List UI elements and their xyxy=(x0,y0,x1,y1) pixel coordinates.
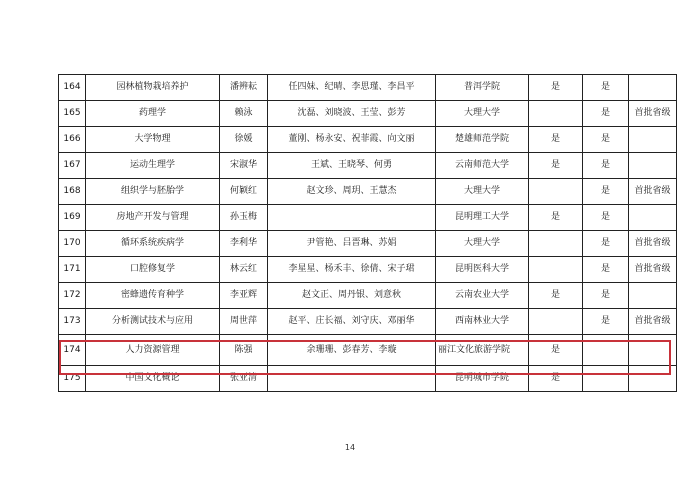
school-cell: 普洱学院 xyxy=(436,75,529,101)
level-cell xyxy=(629,366,677,392)
level-cell xyxy=(629,75,677,101)
leader-cell: 徐媛 xyxy=(220,127,268,153)
table-row xyxy=(59,366,677,392)
school-cell: 大理大学 xyxy=(436,231,529,257)
row-number-cell: 171 xyxy=(59,257,86,283)
level-cell xyxy=(629,127,677,153)
leader-cell: 何颖红 xyxy=(220,179,268,205)
row-number-cell: 165 xyxy=(59,101,86,127)
table-row xyxy=(59,309,677,335)
course-name-cell: 密蜂遗传育种学 xyxy=(86,283,220,309)
level-cell: 首批省级 xyxy=(629,101,677,127)
row-number-cell: 169 xyxy=(59,205,86,231)
members-cell: 余珊珊、彭春芳、李璇 xyxy=(268,335,436,366)
flag-cell-7: 是 xyxy=(583,231,629,257)
table-row xyxy=(59,127,677,153)
flag-cell-7 xyxy=(583,335,629,366)
flag-cell-6 xyxy=(529,257,583,283)
leader-cell: 李利华 xyxy=(220,231,268,257)
flag-cell-7: 是 xyxy=(583,257,629,283)
row-number-cell: 173 xyxy=(59,309,86,335)
flag-cell-6 xyxy=(529,309,583,335)
course-name-cell: 房地产开发与管理 xyxy=(86,205,220,231)
level-cell xyxy=(629,205,677,231)
flag-cell-7: 是 xyxy=(583,75,629,101)
row-number-cell: 166 xyxy=(59,127,86,153)
leader-cell: 周世萍 xyxy=(220,309,268,335)
row-number-cell: 168 xyxy=(59,179,86,205)
row-number-cell: 164 xyxy=(59,75,86,101)
flag-cell-7: 是 xyxy=(583,205,629,231)
flag-cell-7 xyxy=(583,366,629,392)
leader-cell: 张亚清 xyxy=(220,366,268,392)
flag-cell-7: 是 xyxy=(583,283,629,309)
members-cell xyxy=(268,366,436,392)
course-name-cell: 中国文化概论 xyxy=(86,366,220,392)
course-name-cell: 分析测试技术与应用 xyxy=(86,309,220,335)
flag-cell-7: 是 xyxy=(583,127,629,153)
leader-cell: 李亚辉 xyxy=(220,283,268,309)
members-cell: 赵文珍、周玥、王慧杰 xyxy=(268,179,436,205)
table-row xyxy=(59,231,677,257)
school-cell: 云南师范大学 xyxy=(436,153,529,179)
members-cell: 王斌、王晓琴、何勇 xyxy=(268,153,436,179)
members-cell: 李星星、杨禾丰、徐倩、宋子珺 xyxy=(268,257,436,283)
flag-cell-6 xyxy=(529,231,583,257)
flag-cell-6: 是 xyxy=(529,283,583,309)
flag-cell-7: 是 xyxy=(583,179,629,205)
page-number: 14 xyxy=(344,443,356,452)
course-name-cell: 大学物理 xyxy=(86,127,220,153)
flag-cell-6 xyxy=(529,179,583,205)
level-cell xyxy=(629,283,677,309)
level-cell: 首批省级 xyxy=(629,257,677,283)
members-cell xyxy=(268,205,436,231)
course-name-cell: 循环系统疾病学 xyxy=(86,231,220,257)
members-cell: 赵文正、周丹银、刘意秋 xyxy=(268,283,436,309)
table-row xyxy=(59,153,677,179)
level-cell xyxy=(629,153,677,179)
table-row xyxy=(59,335,677,366)
school-cell: 昆明理工大学 xyxy=(436,205,529,231)
leader-cell: 林云红 xyxy=(220,257,268,283)
school-cell: 西南林业大学 xyxy=(436,309,529,335)
school-cell: 丽江文化旅游学院 xyxy=(436,335,529,366)
members-cell: 尹管艳、吕晋琳、苏娟 xyxy=(268,231,436,257)
school-cell: 云南农业大学 xyxy=(436,283,529,309)
members-cell: 赵平、庄长福、刘守庆、邓丽华 xyxy=(268,309,436,335)
level-cell: 首批省级 xyxy=(629,309,677,335)
course-name-cell: 组织学与胚胎学 xyxy=(86,179,220,205)
leader-cell: 陈强 xyxy=(220,335,268,366)
school-cell: 大理大学 xyxy=(436,179,529,205)
row-number-cell: 174 xyxy=(59,335,86,366)
row-number-cell: 170 xyxy=(59,231,86,257)
flag-cell-6: 是 xyxy=(529,75,583,101)
flag-cell-7: 是 xyxy=(583,101,629,127)
flag-cell-6 xyxy=(529,101,583,127)
flag-cell-6: 是 xyxy=(529,366,583,392)
table-row xyxy=(59,75,677,101)
course-name-cell: 人力资源管理 xyxy=(86,335,220,366)
members-cell: 沈磊、刘晓波、王莹、彭芳 xyxy=(268,101,436,127)
table-row xyxy=(59,101,677,127)
course-name-cell: 园林植物栽培养护 xyxy=(86,75,220,101)
members-cell: 董刚、杨永安、祝菲霞、向文丽 xyxy=(268,127,436,153)
table-row xyxy=(59,205,677,231)
level-cell xyxy=(629,335,677,366)
school-cell: 昆明医科大学 xyxy=(436,257,529,283)
table-row xyxy=(59,257,677,283)
table-row xyxy=(59,179,677,205)
school-cell: 楚雄师范学院 xyxy=(436,127,529,153)
flag-cell-7: 是 xyxy=(583,309,629,335)
course-table xyxy=(58,74,677,392)
leader-cell: 孙玉梅 xyxy=(220,205,268,231)
flag-cell-6: 是 xyxy=(529,127,583,153)
level-cell: 首批省级 xyxy=(629,179,677,205)
leader-cell: 赖泳 xyxy=(220,101,268,127)
flag-cell-6: 是 xyxy=(529,205,583,231)
table-row xyxy=(59,283,677,309)
flag-cell-7: 是 xyxy=(583,153,629,179)
flag-cell-6: 是 xyxy=(529,335,583,366)
level-cell: 首批省级 xyxy=(629,231,677,257)
members-cell: 任四妹、纪晴、李思瑾、李昌平 xyxy=(268,75,436,101)
row-number-cell: 175 xyxy=(59,366,86,392)
course-name-cell: 运动生理学 xyxy=(86,153,220,179)
course-name-cell: 口腔修复学 xyxy=(86,257,220,283)
school-cell: 大理大学 xyxy=(436,101,529,127)
school-cell: 昆明城市学院 xyxy=(436,366,529,392)
leader-cell: 潘辨耘 xyxy=(220,75,268,101)
flag-cell-6: 是 xyxy=(529,153,583,179)
row-number-cell: 167 xyxy=(59,153,86,179)
row-number-cell: 172 xyxy=(59,283,86,309)
leader-cell: 宋淑华 xyxy=(220,153,268,179)
course-name-cell: 药理学 xyxy=(86,101,220,127)
